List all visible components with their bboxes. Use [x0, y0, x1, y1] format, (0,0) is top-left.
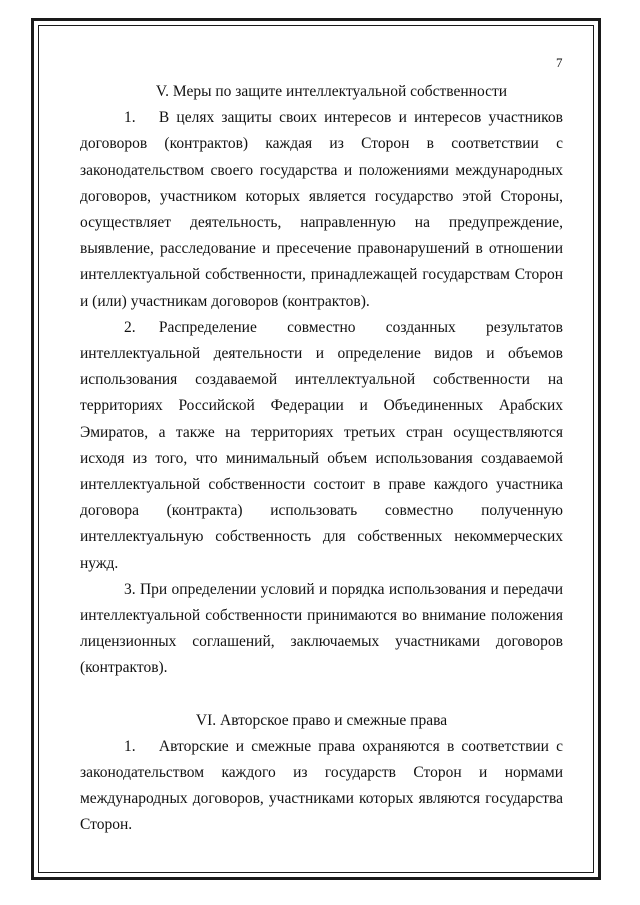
- page-number: 7: [556, 55, 563, 70]
- section-vi-paragraph-1: 1. Авторские и смежные права охраняются в соответствии с законодательством каждого из государств Сторон и нормами международных договоров, участниками которых являются государства Сторон.: [80, 737, 563, 834]
- section-v-paragraph-2: 2. Распределение совместно созданных результатов интеллектуальной деятельности и определение видов и объемов использования создаваемой интеллектуальной собственности на территориях Российской Федерации и Объединенных Арабских Эмиратов, а также на территориях третьих стран осуществляются исходя из того, что минимальный объем использования создаваемой интеллектуальной собственности состоит в праве каждого участника договора (контракта) использовать совместно полученную интеллектуальную собственность для собственных некоммерческих нужд.: [80, 318, 563, 572]
- section-v-paragraph-1: 1. В целях защиты своих интересов и интересов участников договоров (контрактов) каждая из Сторон в соответствии с законодательством своего государства и положениями международных договоров, участником которых является государство этой Стороны, осуществляет деятельность, направленную на предупреждение, выявление, расследование и пресечение правонарушений в отношении интеллектуальной собственности, принадлежащей государствам Сторон и (или) участникам договоров (контрактов).: [80, 109, 563, 310]
- section-vi-title: VI. Авторское право и смежные права: [195, 711, 448, 729]
- section-v-title: V. Меры по защите интеллектуальной собственности: [155, 83, 508, 100]
- section-vi: [80, 708, 563, 839]
- section-v-paragraph-3: 3. При определении условий и порядка использования и передачи интеллектуальной собственности принимаются во внимание положения лицензионных соглашений, заключаемых участниками договоров (контрактов).: [80, 580, 563, 677]
- document-body: [80, 79, 563, 839]
- section-v: [80, 79, 563, 682]
